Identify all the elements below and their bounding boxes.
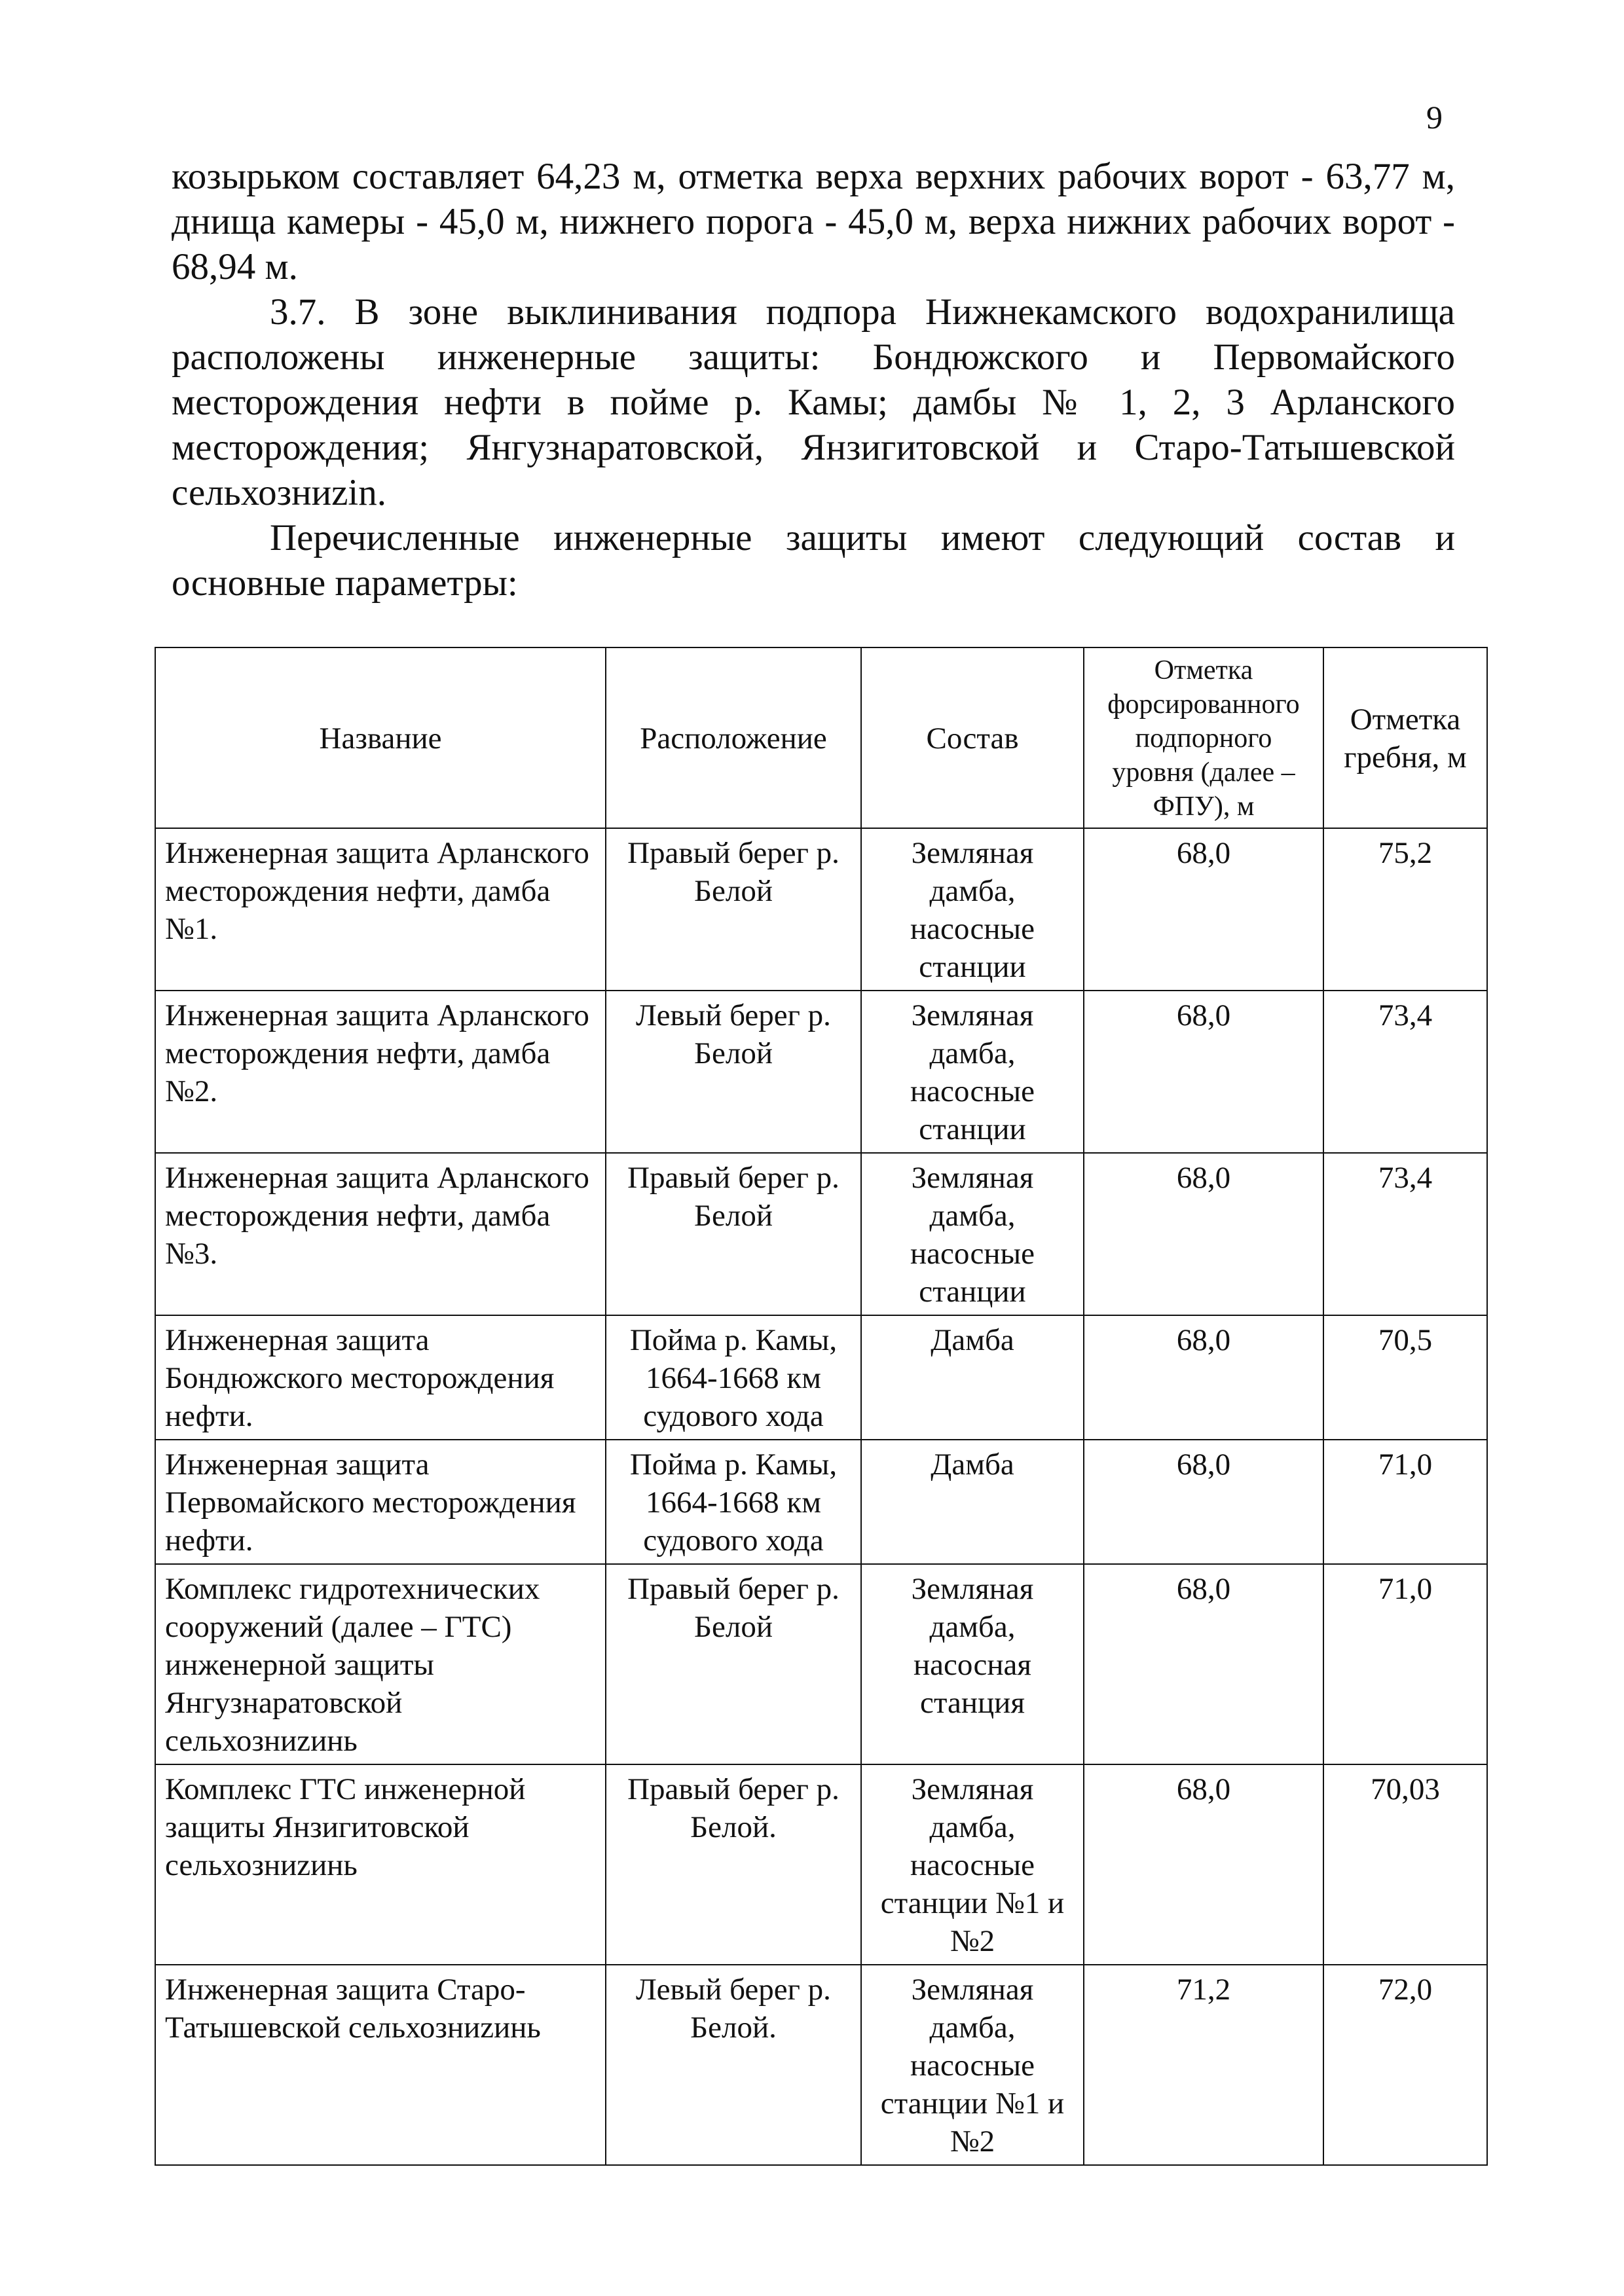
cell-crest: 71,0	[1323, 1564, 1487, 1764]
header-name: Название	[155, 647, 606, 828]
cell-location: Левый берег р. Белой	[606, 991, 861, 1153]
cell-fpu: 68,0	[1084, 1764, 1323, 1965]
cell-fpu: 68,0	[1084, 1153, 1323, 1315]
cell-crest: 75,2	[1323, 828, 1487, 991]
body-text	[172, 154, 1455, 606]
cell-fpu: 68,0	[1084, 991, 1323, 1153]
cell-name: Комплекс ГТС инженерной защиты Янзигитовской сельхозниzинь	[155, 1764, 606, 1965]
parameters-table	[155, 647, 1488, 2166]
cell-name: Комплекс гидротехнических сооружений (далее – ГТС) инженерной защиты Янгузнаратовской сельхозниzинь	[155, 1564, 606, 1764]
table-row	[155, 1440, 1487, 1564]
cell-composition: Земляная дамба, насосная станция	[861, 1564, 1084, 1764]
cell-fpu: 68,0	[1084, 828, 1323, 991]
cell-location: Правый берег р. Белой.	[606, 1764, 861, 1965]
cell-location: Левый берег р. Белой.	[606, 1965, 861, 2165]
table-row	[155, 1153, 1487, 1315]
cell-location: Пойма р. Камы, 1664-1668 км судового хода	[606, 1315, 861, 1440]
header-crest: Отметка гребня, м	[1323, 647, 1487, 828]
cell-crest: 70,5	[1323, 1315, 1487, 1440]
header-composition: Состав	[861, 647, 1084, 828]
table-row	[155, 1315, 1487, 1440]
table-row	[155, 991, 1487, 1153]
cell-location: Правый берег р. Белой	[606, 1564, 861, 1764]
cell-crest: 71,0	[1323, 1440, 1487, 1564]
header-location: Расположение	[606, 647, 861, 828]
cell-name: Инженерная защита Арланского месторождения нефти, дамба №1.	[155, 828, 606, 991]
cell-location: Правый берег р. Белой	[606, 1153, 861, 1315]
cell-location: Пойма р. Камы, 1664-1668 км судового хода	[606, 1440, 861, 1564]
cell-composition: Земляная дамба, насосные станции №1 и №2	[861, 1965, 1084, 2165]
cell-composition: Земляная дамба, насосные станции №1 и №2	[861, 1764, 1084, 1965]
cell-composition: Дамба	[861, 1315, 1084, 1440]
header-fpu: Отметка форсированного подпорного уровня (далее – ФПУ), м	[1084, 647, 1323, 828]
cell-name: Инженерная защита Старо-Татышевской сельхозниzинь	[155, 1965, 606, 2165]
cell-fpu: 68,0	[1084, 1564, 1323, 1764]
table-row	[155, 1764, 1487, 1965]
cell-composition: Дамба	[861, 1440, 1084, 1564]
cell-crest: 73,4	[1323, 991, 1487, 1153]
paragraph-3: Перечисленные инженерные защиты имеют следующий состав и основные параметры:	[172, 517, 1455, 604]
cell-composition: Земляная дамба, насосные станции	[861, 991, 1084, 1153]
table-header-row	[155, 647, 1487, 828]
cell-crest: 70,03	[1323, 1764, 1487, 1965]
table-row	[155, 828, 1487, 991]
cell-name: Инженерная защита Первомайского месторождения нефти.	[155, 1440, 606, 1564]
table-row	[155, 1564, 1487, 1764]
cell-name: Инженерная защита Бондюжского месторождения нефти.	[155, 1315, 606, 1440]
cell-name: Инженерная защита Арланского месторождения нефти, дамба №3.	[155, 1153, 606, 1315]
cell-fpu: 71,2	[1084, 1965, 1323, 2165]
table-row	[155, 1965, 1487, 2165]
cell-crest: 72,0	[1323, 1965, 1487, 2165]
cell-name: Инженерная защита Арланского месторождения нефти, дамба №2.	[155, 991, 606, 1153]
paragraph-2: 3.7. В зоне выклинивания подпора Нижнекамского водохранилища расположены инженерные защиты: Бондюжского и Первомайского месторождения нефти в пойме р. Камы; дамбы № 1, 2, 3 Арланского месторождения; Янгузнаратовской, Янзигитовской и Старо-Татышевской сельхозниzin.	[172, 291, 1455, 513]
cell-crest: 73,4	[1323, 1153, 1487, 1315]
paragraph-1: козырьком составляет 64,23 м, отметка верха верхних рабочих ворот - 63,77 м, днища камеры - 45,0 м, нижнего порога - 45,0 м, верха нижних рабочих ворот - 68,94 м.	[172, 156, 1455, 287]
cell-composition: Земляная дамба, насосные станции	[861, 828, 1084, 991]
cell-location: Правый берег р. Белой	[606, 828, 861, 991]
page-number: 9	[1426, 99, 1443, 136]
cell-fpu: 68,0	[1084, 1440, 1323, 1564]
cell-fpu: 68,0	[1084, 1315, 1323, 1440]
cell-composition: Земляная дамба, насосные станции	[861, 1153, 1084, 1315]
